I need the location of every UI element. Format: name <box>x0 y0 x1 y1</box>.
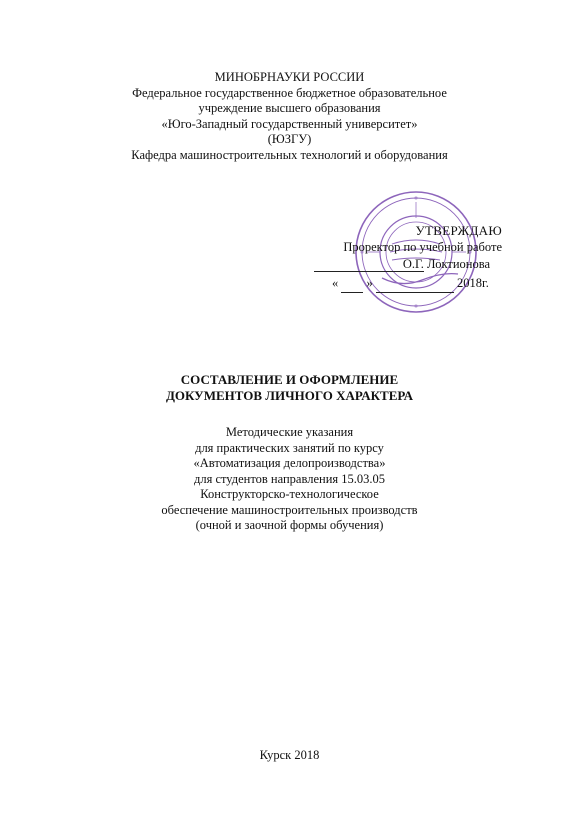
ministry-line: МИНОБРНАУКИ РОССИИ <box>214 70 365 84</box>
day-blank <box>341 275 363 293</box>
place-and-year <box>0 748 579 764</box>
desc-line-6: обеспечение машиностроительных производств <box>161 502 418 517</box>
desc-line-5: Конструкторско-технологическое <box>200 487 379 501</box>
document-title <box>0 372 579 404</box>
desc-line-4: для студентов направления 15.03.05 <box>193 471 386 486</box>
city-year: Курск 2018 <box>259 748 320 762</box>
desc-line-1: Методические указания <box>225 425 354 439</box>
department-name: Кафедра машиностроительных технологий и оборудования <box>131 147 448 162</box>
approver-position: Проректор по учебной работе <box>343 240 502 254</box>
month-blank <box>376 275 454 293</box>
approve-label: УТВЕРЖДАЮ <box>415 223 502 238</box>
organization-header <box>0 70 579 163</box>
document-description <box>0 425 579 534</box>
title-line-1: СОСТАВЛЕНИЕ И ОФОРМЛЕНИЕ <box>180 372 399 387</box>
institution-type-line-1: Федеральное государственное бюджетное образовательное <box>132 85 447 100</box>
approval-block <box>312 222 502 290</box>
institution-type-line-2: учреждение высшего образования <box>198 101 381 115</box>
approver-name: О.Г. Локтионова <box>402 257 490 271</box>
university-name: «Юго-Западный государственный университет» <box>161 116 418 131</box>
date-close-quote: » <box>366 276 373 290</box>
date-open-quote: « <box>332 276 339 290</box>
approval-year: 2018г. <box>457 276 489 290</box>
approval-date-line <box>332 275 504 293</box>
university-abbr: (ЮЗГУ) <box>267 132 312 146</box>
desc-line-7: (очной и заочной формы обучения) <box>195 518 384 532</box>
desc-line-3: «Автоматизация делопроизводства» <box>193 456 386 470</box>
desc-line-2: для практических занятий по курсу <box>195 440 384 455</box>
title-line-2: ДОКУМЕНТОВ ЛИЧНОГО ХАРАКТЕРА <box>165 388 414 403</box>
